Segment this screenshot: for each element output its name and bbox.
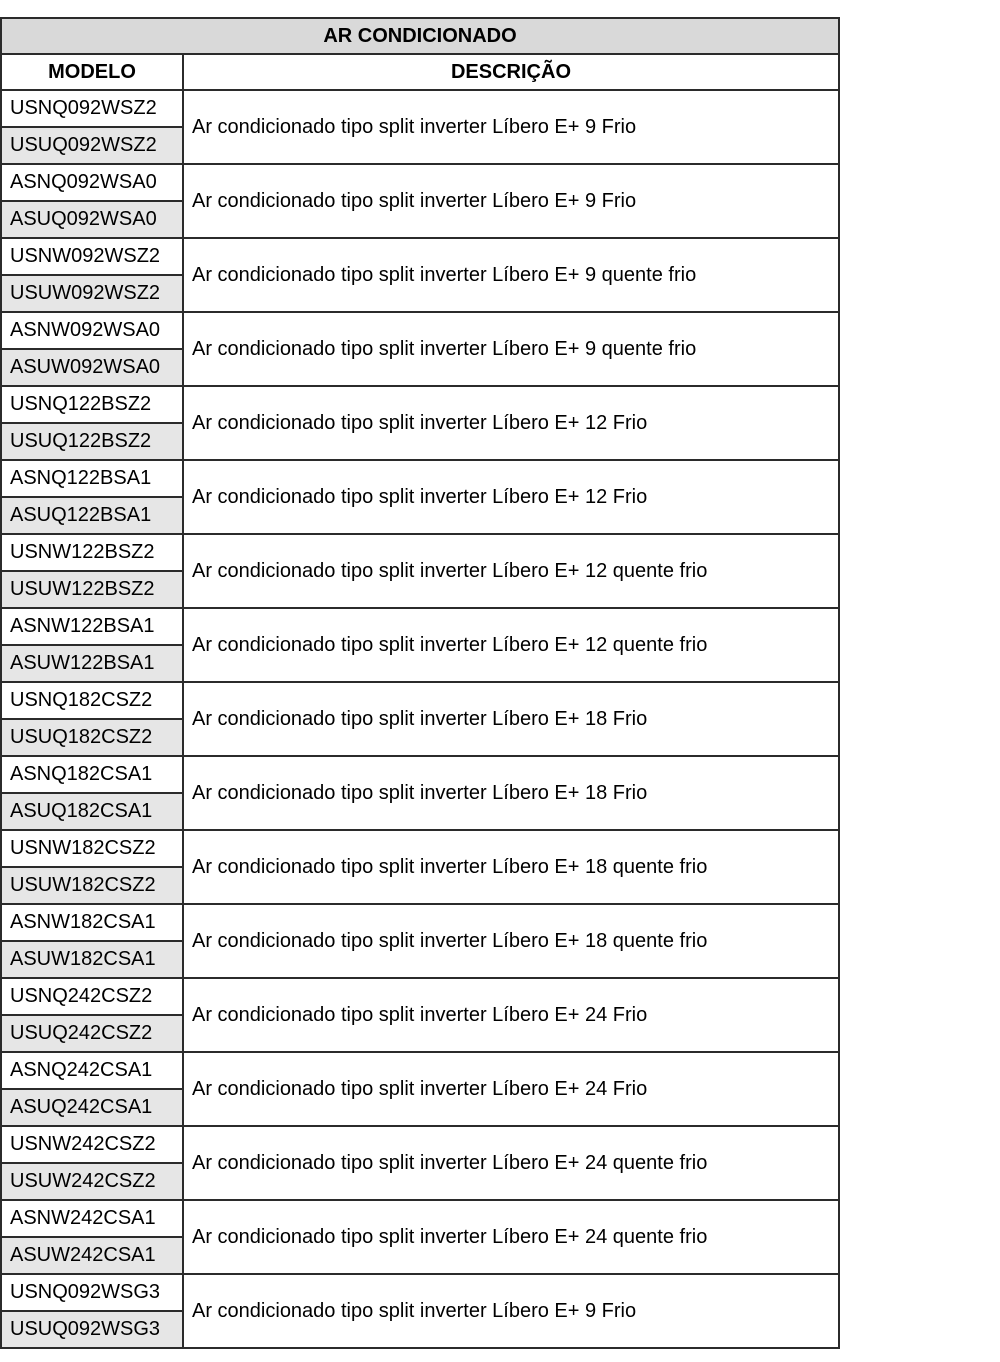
description-cell: Ar condicionado tipo split inverter Líbero E+ 18 Frio xyxy=(183,756,839,830)
table-body xyxy=(1,90,839,1348)
model-cell: USUQ122BSZ2 xyxy=(1,423,183,460)
description-cell: Ar condicionado tipo split inverter Líbero E+ 9 Frio xyxy=(183,164,839,238)
table-row xyxy=(1,1126,839,1163)
model-cell: USUQ092WSZ2 xyxy=(1,127,183,164)
description-cell: Ar condicionado tipo split inverter Líbero E+ 24 quente frio xyxy=(183,1126,839,1200)
model-cell: ASUQ242CSA1 xyxy=(1,1089,183,1126)
description-cell: Ar condicionado tipo split inverter Líbero E+ 9 quente frio xyxy=(183,238,839,312)
table-row xyxy=(1,830,839,867)
model-cell: ASNQ092WSA0 xyxy=(1,164,183,201)
description-cell: Ar condicionado tipo split inverter Líbero E+ 12 quente frio xyxy=(183,608,839,682)
model-cell: ASUW182CSA1 xyxy=(1,941,183,978)
model-cell: USNQ092WSG3 xyxy=(1,1274,183,1311)
model-cell: ASUQ182CSA1 xyxy=(1,793,183,830)
model-cell: USNQ242CSZ2 xyxy=(1,978,183,1015)
table-row xyxy=(1,682,839,719)
table-row xyxy=(1,460,839,497)
model-cell: USNW122BSZ2 xyxy=(1,534,183,571)
model-cell: USUQ242CSZ2 xyxy=(1,1015,183,1052)
model-cell: USUQ182CSZ2 xyxy=(1,719,183,756)
model-cell: ASNW242CSA1 xyxy=(1,1200,183,1237)
table-row xyxy=(1,1274,839,1311)
model-cell: USNQ122BSZ2 xyxy=(1,386,183,423)
model-cell: USUW122BSZ2 xyxy=(1,571,183,608)
model-cell: ASUW092WSA0 xyxy=(1,349,183,386)
table-row xyxy=(1,386,839,423)
header-row xyxy=(1,54,839,90)
model-cell: USUW242CSZ2 xyxy=(1,1163,183,1200)
table-row xyxy=(1,1200,839,1237)
table-row xyxy=(1,238,839,275)
model-cell: USNW092WSZ2 xyxy=(1,238,183,275)
model-cell: USUW092WSZ2 xyxy=(1,275,183,312)
model-cell: ASNQ122BSA1 xyxy=(1,460,183,497)
table-row xyxy=(1,1052,839,1089)
model-cell: USUW182CSZ2 xyxy=(1,867,183,904)
model-cell: USNQ182CSZ2 xyxy=(1,682,183,719)
description-cell: Ar condicionado tipo split inverter Líbero E+ 12 Frio xyxy=(183,460,839,534)
ar-condicionado-table xyxy=(0,17,840,1349)
table-row xyxy=(1,312,839,349)
model-cell: ASNQ182CSA1 xyxy=(1,756,183,793)
table-row xyxy=(1,978,839,1015)
description-cell: Ar condicionado tipo split inverter Líbero E+ 12 Frio xyxy=(183,386,839,460)
title-row xyxy=(1,18,839,54)
description-cell: Ar condicionado tipo split inverter Líbero E+ 9 quente frio xyxy=(183,312,839,386)
table-row xyxy=(1,756,839,793)
description-cell: Ar condicionado tipo split inverter Líbero E+ 24 Frio xyxy=(183,1052,839,1126)
model-cell: USNW182CSZ2 xyxy=(1,830,183,867)
model-cell: USNQ092WSZ2 xyxy=(1,90,183,127)
model-cell: ASNW122BSA1 xyxy=(1,608,183,645)
table-row xyxy=(1,608,839,645)
description-cell: Ar condicionado tipo split inverter Líbero E+ 9 Frio xyxy=(183,90,839,164)
model-cell: ASUW242CSA1 xyxy=(1,1237,183,1274)
model-cell: ASUQ122BSA1 xyxy=(1,497,183,534)
model-cell: USUQ092WSG3 xyxy=(1,1311,183,1348)
column-header-description: DESCRIÇÃO xyxy=(183,54,839,90)
description-cell: Ar condicionado tipo split inverter Líbero E+ 9 Frio xyxy=(183,1274,839,1348)
model-cell: USNW242CSZ2 xyxy=(1,1126,183,1163)
model-cell: ASNW092WSA0 xyxy=(1,312,183,349)
description-cell: Ar condicionado tipo split inverter Líbero E+ 24 Frio xyxy=(183,978,839,1052)
description-cell: Ar condicionado tipo split inverter Líbero E+ 12 quente frio xyxy=(183,534,839,608)
table-title: AR CONDICIONADO xyxy=(1,18,839,54)
table-row xyxy=(1,90,839,127)
model-cell: ASUW122BSA1 xyxy=(1,645,183,682)
description-cell: Ar condicionado tipo split inverter Líbero E+ 18 Frio xyxy=(183,682,839,756)
model-cell: ASUQ092WSA0 xyxy=(1,201,183,238)
description-cell: Ar condicionado tipo split inverter Líbero E+ 18 quente frio xyxy=(183,830,839,904)
model-cell: ASNQ242CSA1 xyxy=(1,1052,183,1089)
table-row xyxy=(1,534,839,571)
description-cell: Ar condicionado tipo split inverter Líbero E+ 24 quente frio xyxy=(183,1200,839,1274)
table-row xyxy=(1,164,839,201)
description-cell: Ar condicionado tipo split inverter Líbero E+ 18 quente frio xyxy=(183,904,839,978)
table-row xyxy=(1,904,839,941)
model-cell: ASNW182CSA1 xyxy=(1,904,183,941)
column-header-model: MODELO xyxy=(1,54,183,90)
